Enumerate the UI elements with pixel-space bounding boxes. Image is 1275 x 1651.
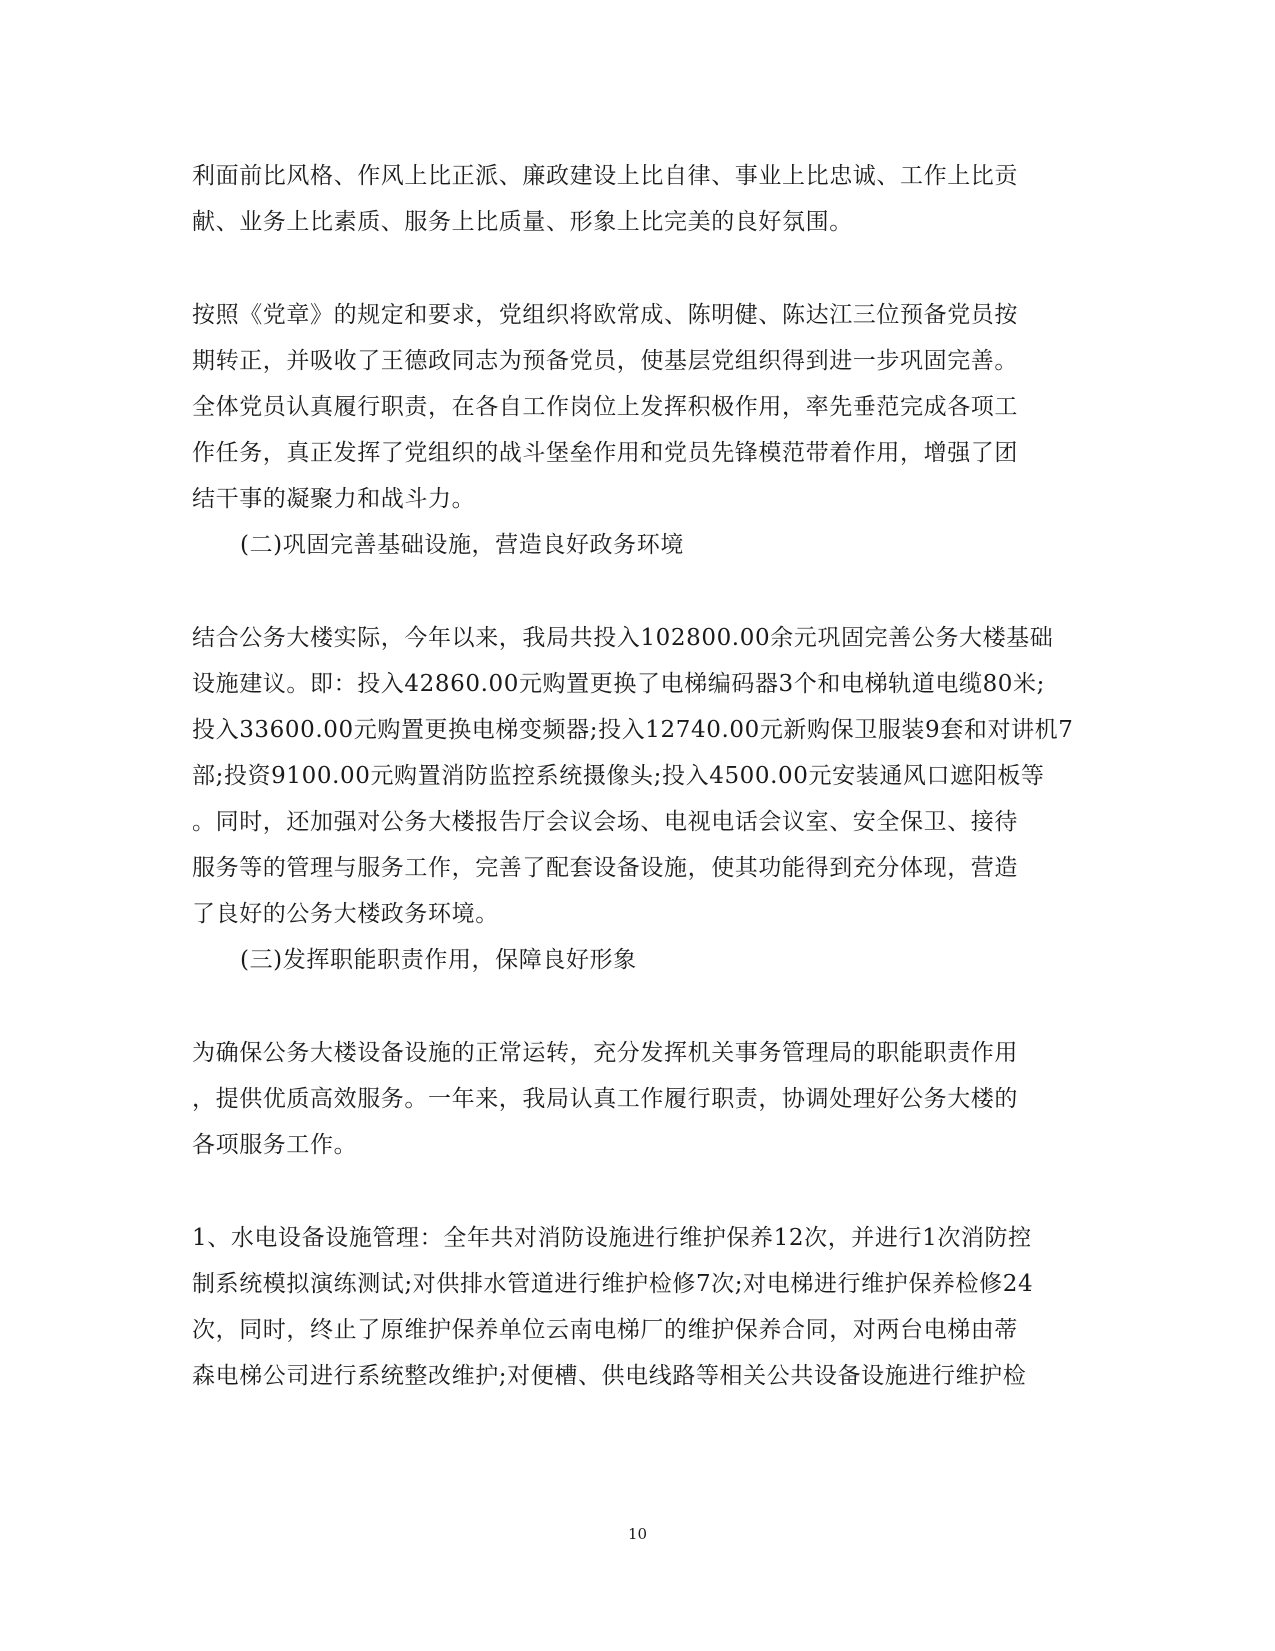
text-line: 。同时，还加强对公务大楼报告厅会议会场、电视电话会议室、安全保卫、接待 bbox=[192, 809, 1018, 835]
text-line: 各项服务工作。 bbox=[192, 1132, 358, 1158]
section-heading: (二)巩固完善基础设施，营造良好政务环境 bbox=[240, 532, 684, 558]
text-line: ，提供优质高效服务。一年来，我局认真工作履行职责，协调处理好公务大楼的 bbox=[192, 1086, 1018, 1112]
page-number: 10 bbox=[627, 1525, 648, 1543]
text-line: 森电梯公司进行系统整改维护;对便槽、供电线路等相关公共设备设施进行维护检 bbox=[192, 1363, 1027, 1389]
text-line: 结干事的凝聚力和战斗力。 bbox=[192, 486, 476, 512]
text-line: 部;投资9100.00元购置消防监控系统摄像头;投入4500.00元安装通风口遮阳板等 bbox=[192, 763, 1045, 789]
text-line: 利面前比风格、作风上比正派、廉政建设上比自律、事业上比忠诚、工作上比贡 bbox=[192, 163, 1018, 189]
text-line: 期转正，并吸收了王德政同志为预备党员，使基层党组织得到进一步巩固完善。 bbox=[192, 348, 1018, 374]
text-line: 结合公务大楼实际，今年以来，我局共投入102800.00余元巩固完善公务大楼基础 bbox=[192, 625, 1054, 651]
text-line: 次，同时，终止了原维护保养单位云南电梯厂的维护保养合同，对两台电梯由蒂 bbox=[192, 1317, 1018, 1343]
text-line: 1、水电设备设施管理：全年共对消防设施进行维护保养12次，并进行1次消防控 bbox=[192, 1225, 1032, 1251]
text-line: 服务等的管理与服务工作，完善了配套设备设施，使其功能得到充分体现，营造 bbox=[192, 855, 1018, 881]
text-line: 投入33600.00元购置更换电梯变频器;投入12740.00元新购保卫服装9套和对讲机7 bbox=[192, 717, 1074, 743]
text-line: 制系统模拟演练测试;对供排水管道进行维护检修7次;对电梯进行维护保养检修24 bbox=[192, 1271, 1034, 1297]
section-heading: (三)发挥职能职责作用，保障良好形象 bbox=[240, 947, 637, 973]
text-line: 为确保公务大楼设备设施的正常运转，充分发挥机关事务管理局的职能职责作用 bbox=[192, 1040, 1018, 1066]
text-line: 作任务，真正发挥了党组织的战斗堡垒作用和党员先锋模范带着作用，增强了团 bbox=[192, 440, 1018, 466]
text-line: 献、业务上比素质、服务上比质量、形象上比完美的良好氛围。 bbox=[192, 209, 853, 235]
text-line: 按照《党章》的规定和要求，党组织将欧常成、陈明健、陈达江三位预备党员按 bbox=[192, 302, 1018, 328]
text-line: 了良好的公务大楼政务环境。 bbox=[192, 901, 499, 927]
text-line: 全体党员认真履行职责，在各自工作岗位上发挥积极作用，率先垂范完成各项工 bbox=[192, 394, 1018, 420]
text-line: 设施建议。即：投入42860.00元购置更换了电梯编码器3个和电梯轨道电缆80米; bbox=[192, 671, 1045, 697]
